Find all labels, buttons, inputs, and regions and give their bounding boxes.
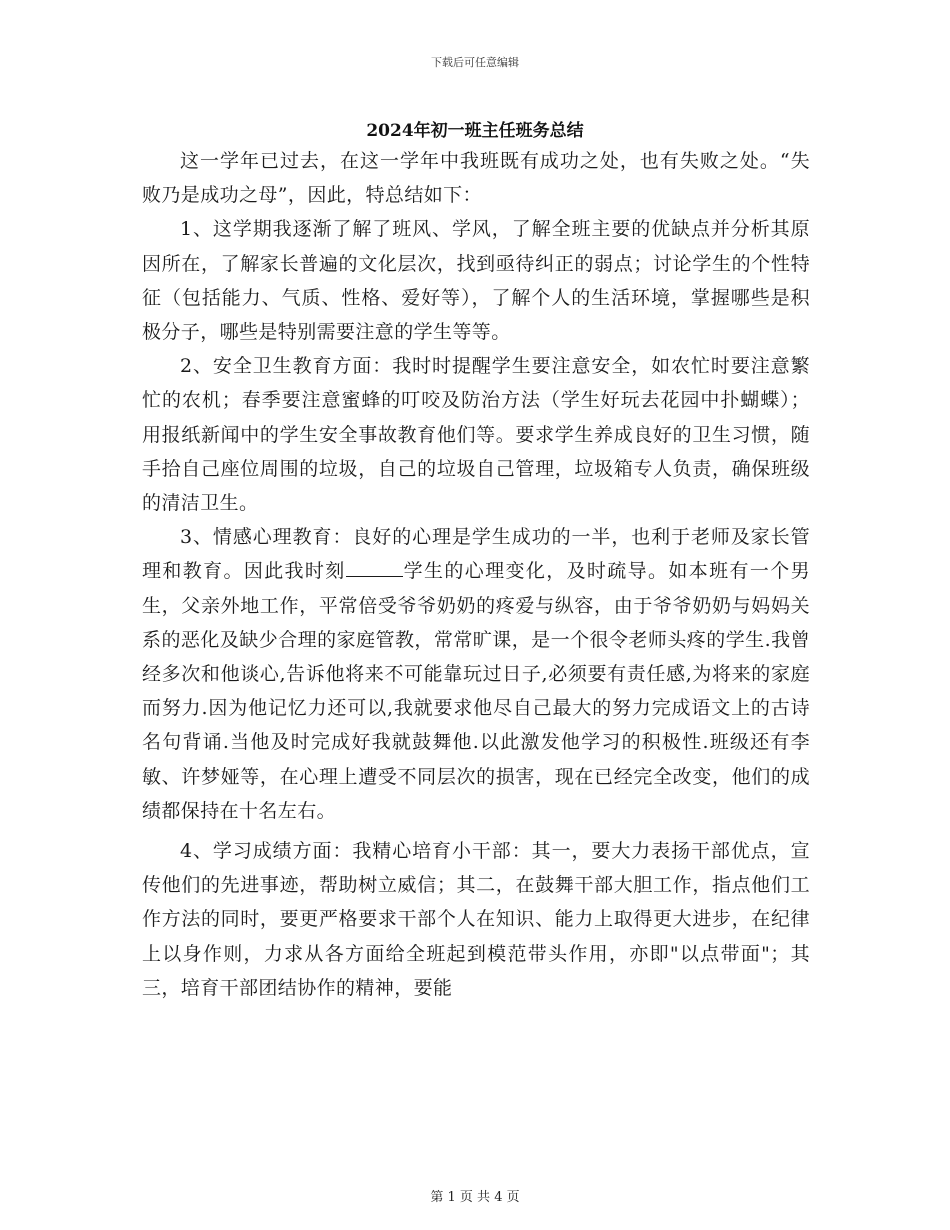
paragraph-intro: 这一学年已过去，在这一学年中我班既有成功之处，也有失败之处。“失败乃是成功之母”，因此，特总结如下： xyxy=(142,150,810,207)
paragraph-1: 1、这学期我逐渐了解了班风、学风，了解全班主要的优缺点并分析其原因所在，了解家长普遍的文化层次，找到亟待纠正的弱点；讨论学生的个性特征（包括能力、气质、性格、爱好等），了解个人的生活环境，掌握哪些是积极分子，哪些是特别需要注意的学生等等。 xyxy=(142,218,810,344)
fill-in-blank xyxy=(346,557,403,577)
paragraph-2: 2、安全卫生教育方面：我时时提醒学生要注意安全，如农忙时要注意繁忙的农机；春季要注意蜜蜂的叮咬及防治方法（学生好玩去花园中扑蝴蝶）；用报纸新闻中的学生安全事故教育他们等。要求学生养成良好的卫生习惯，随手拾自己座位周围的垃圾，自己的垃圾自己管理，垃圾箱专人负责，确保班级的清洁卫生。 xyxy=(142,355,810,515)
document-body xyxy=(142,144,810,1005)
page-number: 第 1 页 共 4 页 xyxy=(430,1190,520,1205)
paragraph-3-part-2: 学生的心理变化，及时疏导。如本班有一个男生，父亲外地工作，平常倍受爷爷奶奶的疼爱与纵容，由于爷爷奶奶与妈妈关系的恶化及缺少合理的家庭管教，常常旷课，是一个很令老师头疼的学生.我曾经多次和他谈心,告诉他将来不可能靠玩过日子,必须要有责任感,为将来的家庭而努力.因为他记忆力还可以,我就要求他尽自己最大的努力完成语文上的古诗名句背诵.当他及时完成好我就鼓舞他.以此激发他学习的积极性.班级还有李敏、许梦娅等，在心理上遭受不同层次的损害，现在已经完全改变，他们的成绩都保持在十名左右。 xyxy=(142,560,810,822)
document-title: 2024年初一班主任班务总结 xyxy=(366,121,584,141)
paragraph-4: 4、学习成绩方面：我精心培育小干部：其一，要大力表扬干部优点，宣传他们的先进事迹，帮助树立威信；其二，在鼓舞干部大胆工作，指点他们工作方法的同时，要更严格要求干部个人在知识、能力上取得更大进步，在纪律上以身作则，力求从各方面给全班起到模范带头作用，亦即"以点带面"；其三，培育干部团结协作的精神，要能 xyxy=(142,840,810,999)
page-header-note: 下载后可任意编辑 xyxy=(431,56,519,69)
paragraph-3 xyxy=(142,520,810,828)
paragraph-3-part-1: 3、情感心理教育：良好的心理是学生成功的一半，也利于老师及家长管理和教育。因此我时刻 xyxy=(142,526,810,583)
